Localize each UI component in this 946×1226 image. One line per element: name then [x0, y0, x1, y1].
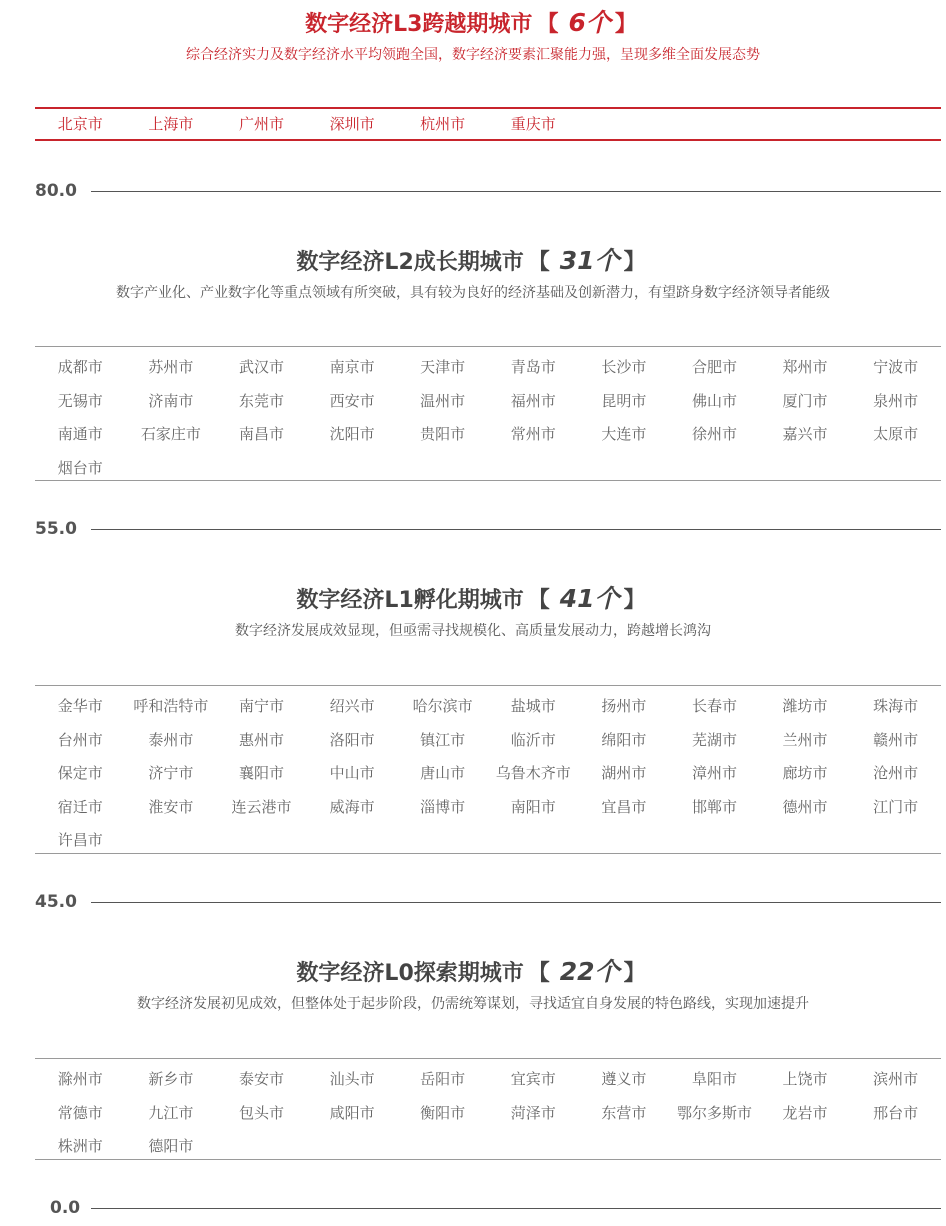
city-list-l2	[35, 346, 941, 481]
city-list-l3	[35, 107, 941, 141]
city-item: 邯郸市	[691, 797, 737, 816]
axis-marker	[35, 1198, 941, 1218]
city-item: 保定市	[57, 764, 103, 782]
city-item: 常州市	[510, 425, 556, 443]
city-item: 德州市	[782, 797, 828, 816]
city-item: 大连市	[601, 425, 647, 443]
city-item: 沧州市	[873, 764, 919, 782]
tier-l3	[0, 6, 946, 66]
city-item: 包头市	[238, 1103, 284, 1122]
city-item: 南阳市	[510, 797, 556, 816]
city-list-l0	[35, 1058, 941, 1160]
city-item: 长春市	[691, 697, 737, 715]
city-item: 西安市	[329, 391, 375, 410]
tier-title: 数字经济L2成长期城市 【 31个 】	[296, 246, 646, 275]
tier-title: 数字经济L1孵化期城市 【 41个 】	[296, 584, 646, 613]
axis-value: 0.0	[50, 1198, 81, 1218]
tier-title: 数字经济L0探索期城市 【 22个 】	[296, 957, 646, 986]
city-item: 赣州市	[873, 730, 919, 749]
city-item: 惠州市	[238, 730, 284, 749]
city-item: 衡阳市	[420, 1103, 466, 1122]
axis-value: 45.0	[35, 892, 77, 912]
city-item: 菏泽市	[510, 1103, 556, 1122]
tier-count: 22个	[559, 957, 620, 986]
city-item: 无锡市	[57, 391, 103, 410]
city-item: 石家庄市	[140, 425, 201, 443]
city-item: 杭州市	[420, 115, 466, 133]
city-item: 烟台市	[57, 458, 103, 477]
city-item: 镇江市	[420, 730, 466, 749]
tier-l0	[0, 955, 946, 1015]
city-item: 潍坊市	[782, 697, 828, 715]
city-item: 芜湖市	[691, 730, 737, 749]
city-item: 泉州市	[873, 391, 919, 410]
city-item: 宜宾市	[510, 1070, 556, 1088]
city-item: 长沙市	[601, 358, 647, 376]
axis-line	[91, 191, 941, 192]
city-item: 洛阳市	[329, 730, 375, 749]
axis-line	[91, 902, 941, 903]
city-item: 滨州市	[873, 1070, 919, 1088]
city-item: 珠海市	[873, 697, 919, 715]
city-item: 温州市	[420, 391, 466, 410]
city-item: 呼和浩特市	[133, 697, 209, 715]
tier-l2	[0, 244, 946, 304]
tier-l1	[0, 582, 946, 642]
city-item: 唐山市	[420, 764, 466, 782]
city-item: 淄博市	[420, 797, 466, 816]
city-item: 台州市	[57, 730, 103, 749]
tier-title: 数字经济L3跨越期城市 【 6个 】	[305, 8, 637, 37]
city-item: 襄阳市	[238, 764, 284, 782]
city-item: 南宁市	[238, 697, 284, 715]
axis-marker	[35, 181, 941, 201]
tier-description: 数字经济发展成效显现，但亟需寻找规模化、高质量发展动力，跨越增长鸿沟	[235, 623, 711, 639]
city-item: 岳阳市	[420, 1070, 466, 1088]
city-item: 常德市	[57, 1103, 103, 1122]
tier-description: 数字产业化、产业数字化等重点领域有所突破，具有较为良好的经济基础及创新潜力，有望跻身数字经济领导者能级	[116, 285, 830, 301]
city-item: 兰州市	[782, 730, 828, 749]
city-item: 广州市	[238, 115, 284, 133]
city-list-l1	[35, 685, 941, 854]
city-item: 南京市	[329, 358, 375, 376]
city-item: 嘉兴市	[782, 425, 828, 443]
city-item: 泰安市	[238, 1070, 284, 1088]
city-item: 扬州市	[601, 697, 647, 715]
city-item: 郑州市	[782, 358, 828, 376]
city-item: 济南市	[148, 391, 194, 410]
city-item: 沈阳市	[329, 425, 375, 443]
city-item: 成都市	[57, 358, 103, 376]
city-item: 威海市	[329, 797, 375, 816]
city-item: 金华市	[57, 697, 103, 715]
city-item: 佛山市	[691, 391, 737, 410]
city-item: 哈尔滨市	[412, 697, 473, 715]
city-item: 宿迁市	[57, 797, 103, 816]
axis-line	[91, 1208, 941, 1209]
axis-value: 80.0	[35, 181, 77, 201]
tier-description: 综合经济实力及数字经济水平均领跑全国，数字经济要素汇聚能力强，呈现多维全面发展态势	[186, 47, 760, 63]
city-item: 邢台市	[873, 1103, 919, 1122]
city-item: 滁州市	[57, 1070, 103, 1088]
city-item: 贵阳市	[420, 425, 466, 443]
city-item: 乌鲁木齐市	[495, 764, 571, 782]
city-item: 九江市	[148, 1103, 194, 1122]
city-item: 重庆市	[510, 115, 556, 133]
city-item: 淮安市	[148, 797, 194, 816]
city-item: 咸阳市	[329, 1103, 375, 1122]
axis-value: 55.0	[35, 519, 77, 539]
city-item: 许昌市	[57, 831, 103, 849]
city-item: 东莞市	[238, 391, 284, 410]
city-item: 江门市	[873, 797, 919, 816]
city-item: 昆明市	[601, 391, 647, 410]
city-item: 绵阳市	[601, 730, 647, 749]
city-item: 宁波市	[873, 358, 919, 376]
city-item: 临沂市	[510, 730, 556, 749]
city-item: 东营市	[601, 1103, 647, 1122]
tier-count: 6个	[568, 8, 611, 37]
city-item: 盐城市	[510, 697, 556, 715]
axis-line	[91, 529, 941, 530]
axis-marker	[35, 892, 941, 912]
city-item: 中山市	[329, 764, 375, 782]
city-item: 北京市	[57, 115, 103, 133]
city-item: 漳州市	[691, 764, 737, 782]
city-item: 深圳市	[329, 115, 375, 133]
city-item: 鄂尔多斯市	[676, 1103, 752, 1122]
city-item: 南通市	[57, 425, 103, 443]
city-item: 苏州市	[148, 358, 194, 376]
city-item: 合肥市	[691, 358, 737, 376]
city-item: 连云港市	[231, 797, 292, 816]
city-item: 阜阳市	[691, 1070, 737, 1088]
city-item: 德阳市	[148, 1137, 194, 1155]
tier-count: 31个	[559, 246, 620, 275]
city-item: 福州市	[510, 391, 556, 410]
city-item: 遵义市	[601, 1070, 647, 1088]
tier-description: 数字经济发展初见成效，但整体处于起步阶段，仍需统筹谋划，寻找适宜自身发展的特色路线，实现加速提升	[137, 996, 809, 1012]
axis-marker	[35, 519, 941, 539]
tier-count: 41个	[559, 584, 620, 613]
city-item: 廊坊市	[782, 764, 828, 782]
city-item: 上海市	[148, 115, 194, 133]
city-item: 汕头市	[329, 1070, 375, 1088]
city-item: 上饶市	[782, 1070, 828, 1088]
city-item: 南昌市	[238, 425, 284, 443]
city-item: 绍兴市	[329, 697, 375, 715]
city-item: 武汉市	[238, 358, 284, 376]
city-item: 湖州市	[601, 764, 647, 782]
city-item: 株洲市	[57, 1137, 103, 1155]
city-item: 龙岩市	[782, 1103, 828, 1122]
city-item: 泰州市	[148, 730, 194, 749]
city-item: 青岛市	[510, 358, 556, 376]
city-item: 徐州市	[691, 425, 737, 443]
city-item: 天津市	[420, 358, 466, 376]
city-item: 新乡市	[148, 1070, 194, 1088]
city-item: 宜昌市	[601, 797, 647, 816]
city-item: 济宁市	[148, 764, 194, 782]
city-item: 厦门市	[782, 391, 828, 410]
city-item: 太原市	[873, 425, 919, 443]
